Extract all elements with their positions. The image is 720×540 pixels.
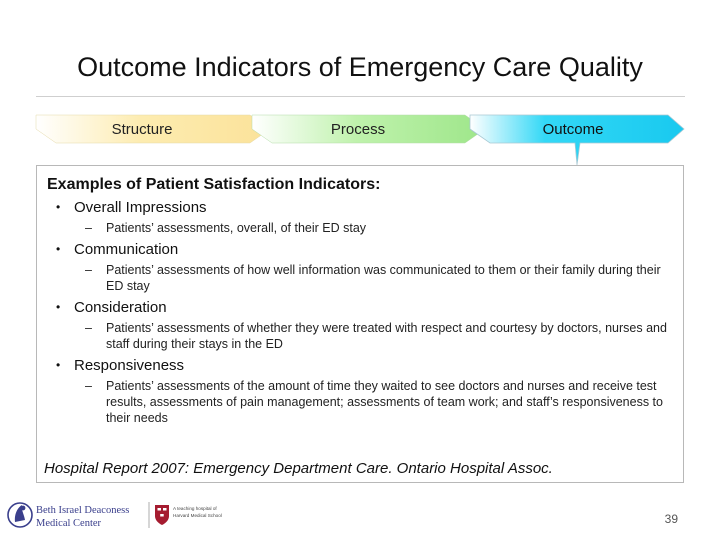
indicator-title: Overall Impressions [74,199,207,216]
dash-icon: – [85,321,92,335]
dash-icon: – [85,379,92,393]
indicator-description-text: Patients’ assessments of how well information was communicated to them or their family during their ED stay [106,263,661,293]
affiliate-line-1: A teaching hospital of [173,506,217,511]
bidmc-logo [6,496,226,534]
indicator-description [74,262,677,294]
list-item [47,356,677,426]
structure-process-outcome-flow [0,0,720,170]
indicator-description [74,378,677,426]
bidmc-emblem-icon [8,503,32,527]
indicator-description-text: Patients’ assessments, overall, of their ED stay [106,221,367,235]
section-heading: Examples of Patient Satisfaction Indicators: [47,176,381,193]
slide-title: Outcome Indicators of Emergency Care Quality [77,52,643,82]
bullet-icon: • [56,242,61,256]
bullet-icon: • [56,300,61,314]
outcome-label: Outcome [542,121,604,138]
list-item [47,298,677,352]
indicator-title: Consideration [74,299,167,316]
logo-line-1: Beth Israel Deaconess [36,505,130,516]
indicator-list [47,198,677,426]
affiliate-line-2: Harvard Medical School [173,513,222,518]
indicator-description [74,220,677,236]
bullet-icon: • [56,200,61,214]
process-label: Process [330,121,386,138]
page-number: 39 [664,512,678,526]
harvard-shield-icon [155,505,169,525]
dash-icon: – [85,263,92,277]
bullet-icon: • [56,358,61,372]
source-citation: Hospital Report 2007: Emergency Department Care. Ontario Hospital Assoc. [44,460,553,477]
indicator-description [74,320,677,352]
indicator-description-text: Patients’ assessments of the amount of time they waited to see doctors and nurses and receive test results, assessments of pain management; assessments of team work; and staff’s responsiveness to their needs [106,379,663,425]
indicator-title: Responsiveness [74,357,185,374]
logo-line-2: Medical Center [36,518,102,529]
list-item [47,198,677,236]
structure-label: Structure [111,121,173,138]
dash-icon: – [85,221,92,235]
indicator-description-text: Patients’ assessments of whether they were treated with respect and courtesy by doctors, nurses and staff during their stays in the ED [106,321,667,351]
indicator-title: Communication [74,241,179,258]
list-item [47,240,677,294]
